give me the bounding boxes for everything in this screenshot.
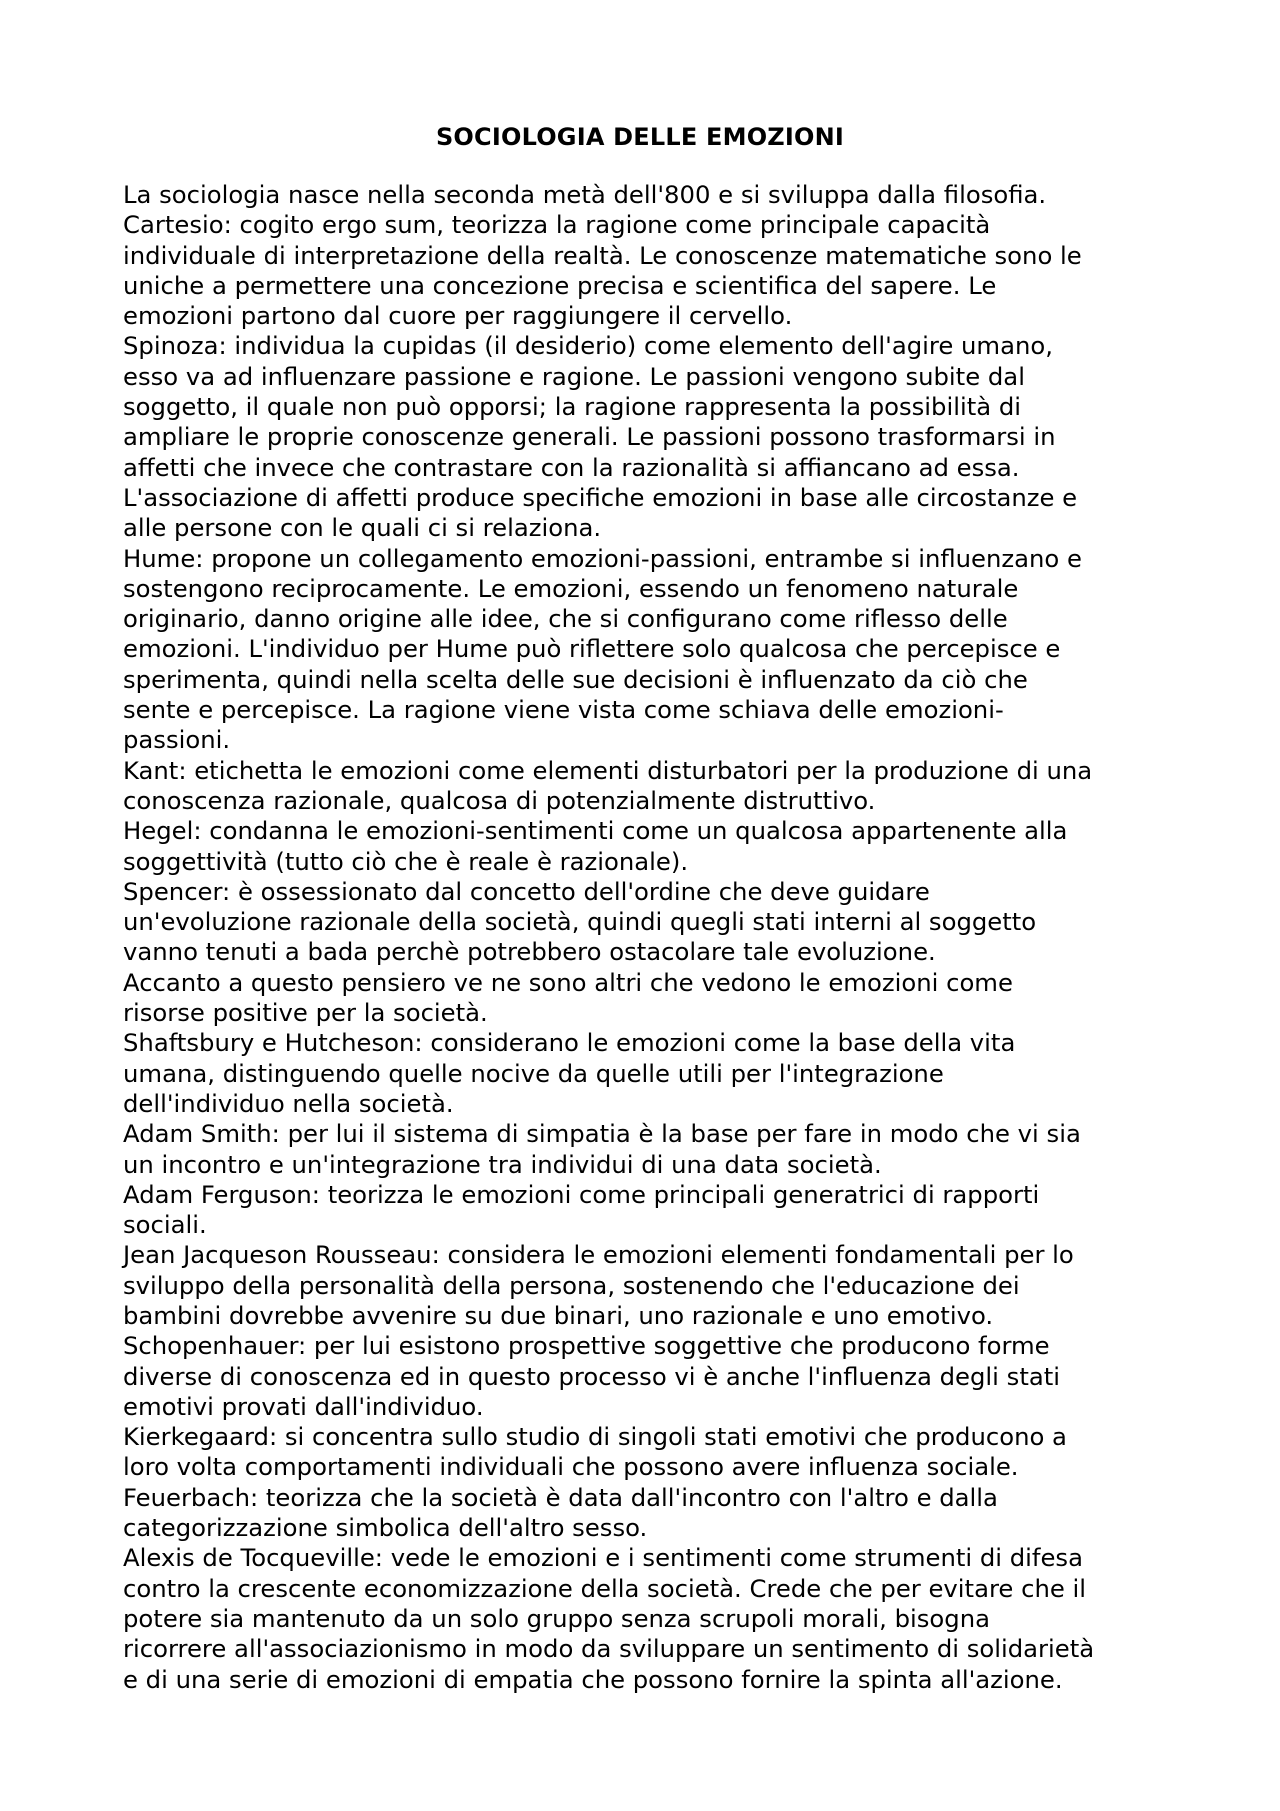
body-line: La sociologia nasce nella seconda metà dell'800 e si sviluppa dalla filosofia. [123, 180, 1047, 209]
body-line: Feuerbach: teorizza che la società è data dall'incontro con l'altro e dalla [123, 1482, 998, 1512]
body-line: Adam Smith: per lui il sistema di simpatia è la base per fare in modo che vi sia [123, 1119, 1081, 1149]
body-line: vanno tenuti a bada perchè potrebbero ostacolare tale evoluzione. [123, 937, 936, 967]
body-line: diverse di conoscenza ed in questo processo vi è anche l'influenza degli stati [123, 1361, 1061, 1391]
body-line: originario, danno origine alle idee, che si configurano come riflesso delle [123, 604, 1008, 634]
body-line: ampliare le proprie conoscenze generali. Le passioni possono trasformarsi in [123, 422, 1056, 452]
body-line: uniche a permettere una concezione precisa e scientifica del sapere. Le [123, 270, 997, 300]
body-line: L'associazione di affetti produce specifiche emozioni in base alle circostanze e [123, 482, 1078, 512]
body-line: Shaftsbury e Hutcheson: considerano le emozioni come la base della vita [123, 1028, 1016, 1058]
body-line: Kierkegaard: si concentra sullo studio di singoli stati emotivi che producono a [123, 1422, 1067, 1452]
body-line: soggettività (tutto ciò che è reale è razionale). [123, 846, 689, 876]
body-line: Kant: etichetta le emozioni come elementi disturbatori per la produzione di una [123, 755, 1093, 785]
body-line: esso va ad influenzare passione e ragione. Le passioni vengono subite dal [123, 361, 1025, 391]
body-line: sociali. [123, 1210, 207, 1240]
body-line: dell'individuo nella società. [123, 1088, 454, 1118]
body-line: umana, distinguendo quelle nocive da quelle utili per l'integrazione [123, 1058, 944, 1088]
body-line: Schopenhauer: per lui esistono prospettive soggettive che producono forme [123, 1331, 1050, 1361]
body-line: Hume: propone un collegamento emozioni-passioni, entrambe si influenzano e [123, 543, 1082, 573]
body-line: soggetto, il quale non può opporsi; la ragione rappresenta la possibilità di [123, 392, 1022, 422]
body-line: Hegel: condanna le emozioni-sentimenti come un qualcosa appartenente alla [123, 816, 1068, 846]
document-title: SOCIOLOGIA DELLE EMOZIONI [435, 123, 845, 151]
body-line: affetti che invece che contrastare con la razionalità si affiancano ad essa. [123, 452, 1020, 482]
body-line: Spencer: è ossessionato dal concetto dell'ordine che deve guidare [123, 876, 930, 906]
body-line: Alexis de Tocqueville: vede le emozioni e i sentimenti come strumenti di difesa [123, 1543, 1083, 1573]
body-line: alle persone con le quali ci si relaziona. [123, 513, 602, 543]
body-line: loro volta comportamenti individuali che possono avere influenza sociale. [123, 1452, 1019, 1482]
body-line: passioni. [123, 725, 231, 755]
body-line: potere sia mantenuto da un solo gruppo senza scrupoli morali, bisogna [123, 1603, 990, 1633]
body-line: sviluppo della personalità della persona, sostenendo che l'educazione dei [123, 1270, 1020, 1300]
body-line: emozioni. L'individuo per Hume può riflettere solo qualcosa che percepisce e [123, 634, 1061, 664]
body-line: bambini dovrebbe avvenire su due binari, uno razionale e uno emotivo. [123, 1300, 994, 1330]
body-line: un incontro e un'integrazione tra individui di una data società. [123, 1149, 882, 1179]
body-line: emozioni partono dal cuore per raggiungere il cervello. [123, 301, 793, 331]
body-line: Cartesio: cogito ergo sum, teorizza la ragione come principale capacità [123, 210, 991, 240]
body-line: risorse positive per la società. [123, 998, 488, 1028]
body-line: conoscenza razionale, qualcosa di potenzialmente distruttivo. [123, 785, 876, 815]
body-line: Spinoza: individua la cupidas (il desiderio) come elemento dell'agire umano, [123, 331, 1053, 361]
body-line: Adam Ferguson: teorizza le emozioni come principali generatrici di rapporti [123, 1179, 1040, 1209]
body-line: individuale di interpretazione della realtà. Le conoscenze matematiche sono le [123, 240, 1082, 270]
body-line: emotivi provati dall'individuo. [123, 1391, 484, 1421]
body-line: sperimenta, quindi nella scelta delle sue decisioni è influenzato da ciò che [123, 664, 1028, 694]
body-line: sostengono reciprocamente. Le emozioni, essendo un fenomeno naturale [123, 573, 1019, 603]
body-line: Accanto a questo pensiero ve ne sono altri che vedono le emozioni come [123, 967, 1013, 997]
body-line: ricorrere all'associazionismo in modo da sviluppare un sentimento di solidarietà [123, 1634, 1095, 1664]
body-line: e di una serie di emozioni di empatia che possono fornire la spinta all'azione. [123, 1664, 1063, 1694]
body-line: un'evoluzione razionale della società, quindi quegli stati interni al soggetto [123, 907, 1037, 937]
body-line: categorizzazione simbolica dell'altro sesso. [123, 1513, 648, 1543]
body-line: sente e percepisce. La ragione viene vista come schiava delle emozioni- [123, 695, 1004, 725]
document-body [123, 180, 1183, 1695]
body-line: contro la crescente economizzazione della società. Crede che per evitare che il [123, 1573, 1087, 1603]
body-line: Jean Jacqueson Rousseau: considera le emozioni elementi fondamentali per lo [123, 1240, 1074, 1270]
